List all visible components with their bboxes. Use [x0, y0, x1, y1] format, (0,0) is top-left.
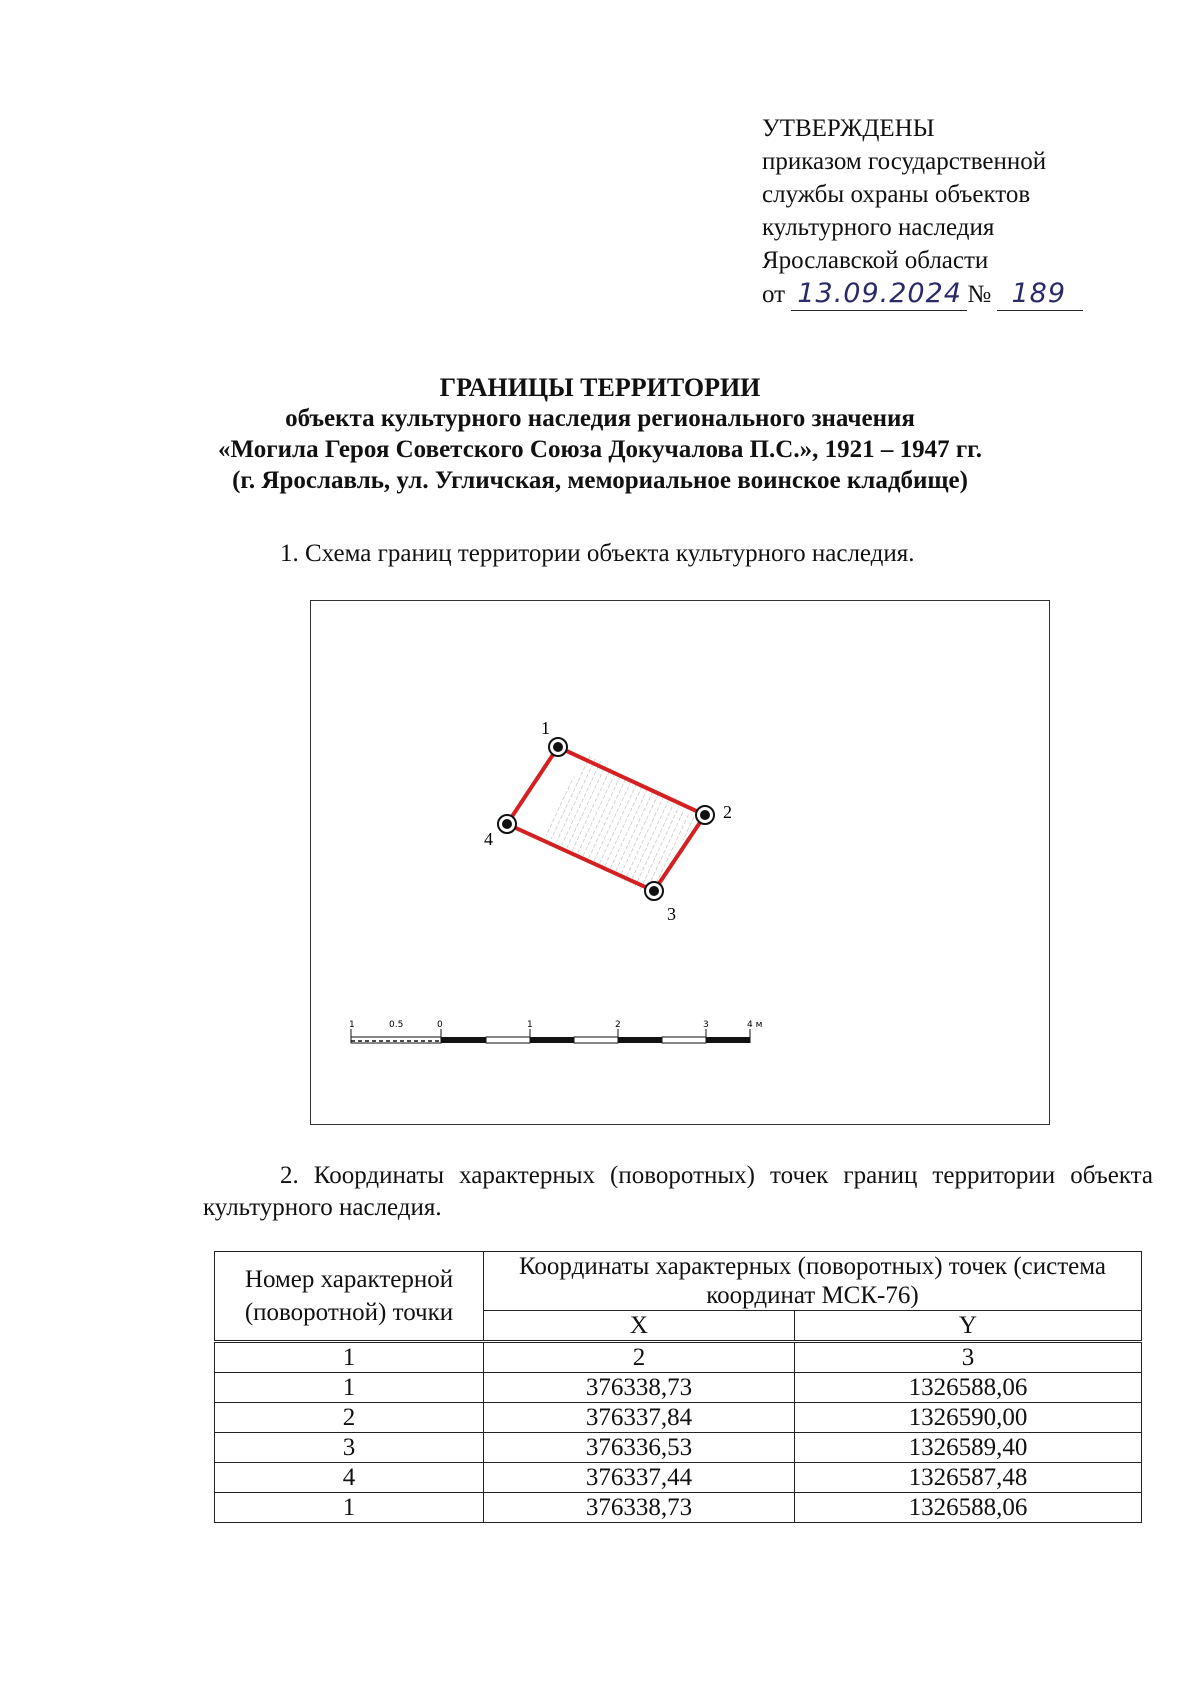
approval-line-1: приказом государственной	[762, 148, 1047, 175]
point-4-label: 4	[484, 829, 493, 849]
cell-x: 376337,44	[484, 1463, 795, 1493]
cell-point: 1	[215, 1493, 484, 1523]
coordinates-table	[214, 1251, 1142, 1523]
table-row	[215, 1493, 1142, 1523]
cell-point: 3	[215, 1433, 484, 1463]
cell-y: 1326590,00	[794, 1403, 1141, 1433]
cell-x: 376337,84	[484, 1403, 795, 1433]
point-3-marker	[645, 882, 663, 900]
cell-x: 376336,53	[484, 1433, 795, 1463]
scale-label-1: 1	[527, 1020, 533, 1030]
point-3-label: 3	[667, 904, 676, 924]
cell-y: 1326587,48	[794, 1463, 1141, 1493]
header-y: Y	[794, 1311, 1141, 1342]
scale-label-4m: 4 м	[747, 1020, 763, 1030]
approval-number: 189	[997, 277, 1083, 311]
from-label: от	[762, 281, 786, 308]
table-index-row	[215, 1342, 1142, 1373]
index-cell: 1	[215, 1342, 484, 1373]
scale-label-half: 0.5	[389, 1020, 404, 1030]
table-row	[215, 1433, 1142, 1463]
title-line-3: «Могила Героя Советского Союза Докучалова П.С.», 1921 – 1947 гг.	[218, 436, 982, 463]
section-1-heading: 1. Схема границ территории объекта культурного наследия.	[280, 540, 915, 567]
scale-label-neg1: 1	[349, 1020, 355, 1030]
point-2-marker	[696, 806, 714, 824]
cell-point: 1	[215, 1373, 484, 1403]
header-x: X	[484, 1311, 795, 1342]
approval-date: 13.09.2024	[791, 277, 967, 311]
section-2-heading: 2. Координаты характерных (поворотных) точек границ территории объекта культурного наследия.	[203, 1162, 1153, 1221]
point-4-marker	[498, 815, 516, 833]
approval-date-line	[762, 277, 1083, 311]
scale-label-3: 3	[703, 1020, 709, 1030]
approval-stamp	[762, 112, 1083, 311]
number-label: №	[967, 281, 992, 308]
approval-line-3: культурного наследия	[762, 214, 995, 241]
table-row	[215, 1373, 1142, 1403]
cell-point: 2	[215, 1403, 484, 1433]
index-cell: 2	[484, 1342, 795, 1373]
point-2-label: 2	[723, 802, 732, 822]
header-coordinates: Координаты характерных (поворотных) точек (система координат МСК-76)	[484, 1252, 1142, 1311]
approval-line-2: службы охраны объектов	[762, 181, 1031, 208]
title-main: ГРАНИЦЫ ТЕРРИТОРИИ	[439, 373, 761, 402]
scheme-drawing	[311, 601, 1049, 1124]
table-row	[215, 1403, 1142, 1433]
cell-y: 1326589,40	[794, 1433, 1141, 1463]
cell-x: 376338,73	[484, 1493, 795, 1523]
scale-label-2: 2	[615, 1020, 621, 1030]
document-title	[0, 372, 1200, 496]
approval-line-4: Ярославской области	[762, 247, 989, 274]
title-line-2: объекта культурного наследия регионального значения	[285, 405, 915, 432]
point-1-label: 1	[541, 718, 550, 738]
table-header-row	[215, 1252, 1142, 1311]
cell-x: 376338,73	[484, 1373, 795, 1403]
cell-point: 4	[215, 1463, 484, 1493]
index-cell: 3	[794, 1342, 1141, 1373]
cell-y: 1326588,06	[794, 1493, 1141, 1523]
cell-y: 1326588,06	[794, 1373, 1141, 1403]
header-point-number: Номер характерной (поворотной) точки	[215, 1252, 484, 1342]
scale-bar	[349, 1020, 762, 1043]
title-line-4: (г. Ярославль, ул. Угличская, мемориальное воинское кладбище)	[232, 467, 968, 494]
scale-label-0: 0	[437, 1020, 443, 1030]
approval-title: УТВЕРЖДЕНЫ	[762, 115, 935, 142]
table-row	[215, 1463, 1142, 1493]
boundary-scheme	[310, 600, 1050, 1125]
point-1-marker	[549, 738, 567, 756]
